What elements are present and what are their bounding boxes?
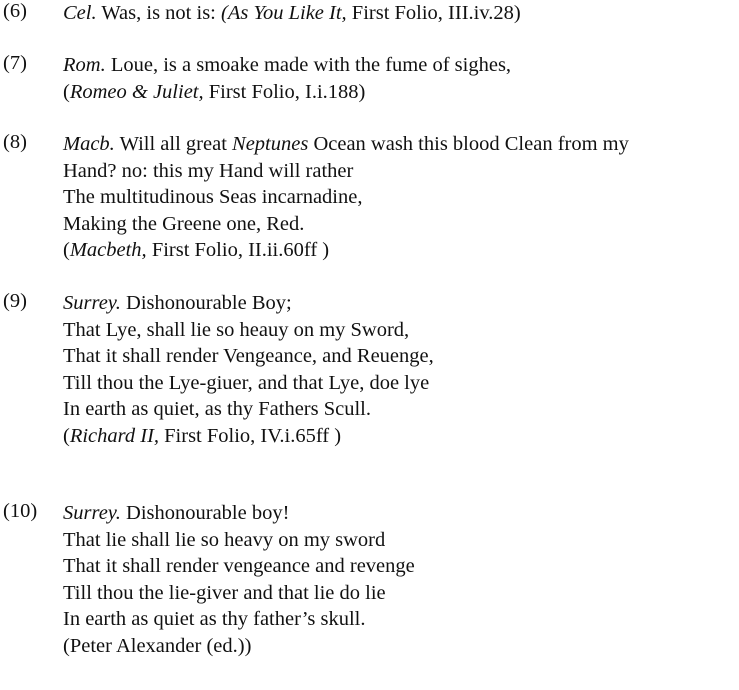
text-run: Till thou the lie-giver and that lie do lie <box>63 581 386 604</box>
text-line <box>63 0 739 27</box>
text-run: In earth as quiet, as thy Fathers Scull. <box>63 398 372 421</box>
text-run: Was, is not is: <box>96 2 221 24</box>
example-number: (6) <box>3 0 27 22</box>
text-line <box>63 317 739 344</box>
text-run: In earth as quiet as thy father’s skull. <box>63 608 366 631</box>
text-run: Dishonourable boy! <box>120 502 290 524</box>
text-run: Till thou the Lye-giuer, and that Lye, doe lye <box>63 371 430 394</box>
text-line <box>63 527 739 554</box>
text-run: ( <box>63 239 70 262</box>
text-line <box>63 606 739 633</box>
text-line <box>63 290 739 317</box>
text-line <box>63 500 739 527</box>
text-line <box>63 633 739 660</box>
italic-text: Macbeth, <box>69 239 147 262</box>
example-text <box>63 52 739 105</box>
text-run: First Folio, IV.i.65ff ) <box>159 424 342 447</box>
text-run: Loue, is a smoake made with the fume of sighes, <box>105 54 512 76</box>
italic-text: Rom. <box>63 54 106 76</box>
text-line <box>63 52 739 79</box>
example-number: (8) <box>3 131 27 153</box>
text-run: Hand? no: this my Hand will rather <box>63 159 354 182</box>
example-text <box>63 290 739 450</box>
text-line <box>63 396 739 423</box>
italic-text: Surrey. <box>63 292 121 314</box>
text-run: Dishonourable Boy; <box>120 292 292 314</box>
italic-text: Richard II, <box>69 424 160 447</box>
text-line <box>63 370 739 397</box>
text-line <box>63 158 739 185</box>
italic-text: Macb. <box>63 133 115 155</box>
text-run: First Folio, III.iv.28) <box>346 2 521 24</box>
text-line <box>63 184 739 211</box>
text-run: The multitudinous Seas incarnadine, <box>63 186 363 209</box>
example-text <box>63 500 739 660</box>
text-run: Will all great <box>114 133 233 155</box>
text-line <box>63 211 739 238</box>
example-text <box>63 0 739 27</box>
text-run: That it shall render vengeance and revenge <box>63 555 415 578</box>
text-line <box>63 423 739 450</box>
italic-text: (As You Like It, <box>221 2 347 24</box>
text-run: That it shall render Vengeance, and Reuenge, <box>63 345 434 368</box>
text-line <box>63 343 739 370</box>
example-number: (7) <box>3 52 27 74</box>
text-run: Ocean wash this blood Clean from my <box>308 133 629 155</box>
text-line <box>63 237 739 264</box>
text-run: First Folio, II.ii.60ff ) <box>146 239 330 262</box>
italic-text: Romeo & Juliet, <box>69 80 204 103</box>
text-run: Making the Greene one, Red. <box>63 212 305 235</box>
text-run: First Folio, I.i.188) <box>203 80 366 103</box>
text-line <box>63 79 739 106</box>
example-text <box>63 131 739 264</box>
italic-text: Surrey. <box>63 502 121 524</box>
text-run: (Peter Alexander (ed.)) <box>63 634 252 657</box>
example-number: (9) <box>3 290 27 312</box>
text-line <box>63 553 739 580</box>
text-run: ( <box>63 80 70 103</box>
text-line <box>63 131 739 158</box>
text-line <box>63 580 739 607</box>
text-run: That lie shall lie so heavy on my sword <box>63 528 386 551</box>
italic-text: Cel. <box>63 2 97 24</box>
italic-text: Neptunes <box>232 133 309 155</box>
text-run: That Lye, shall lie so heauy on my Sword, <box>63 318 410 341</box>
text-run: ( <box>63 424 70 447</box>
example-number: (10) <box>3 500 38 522</box>
